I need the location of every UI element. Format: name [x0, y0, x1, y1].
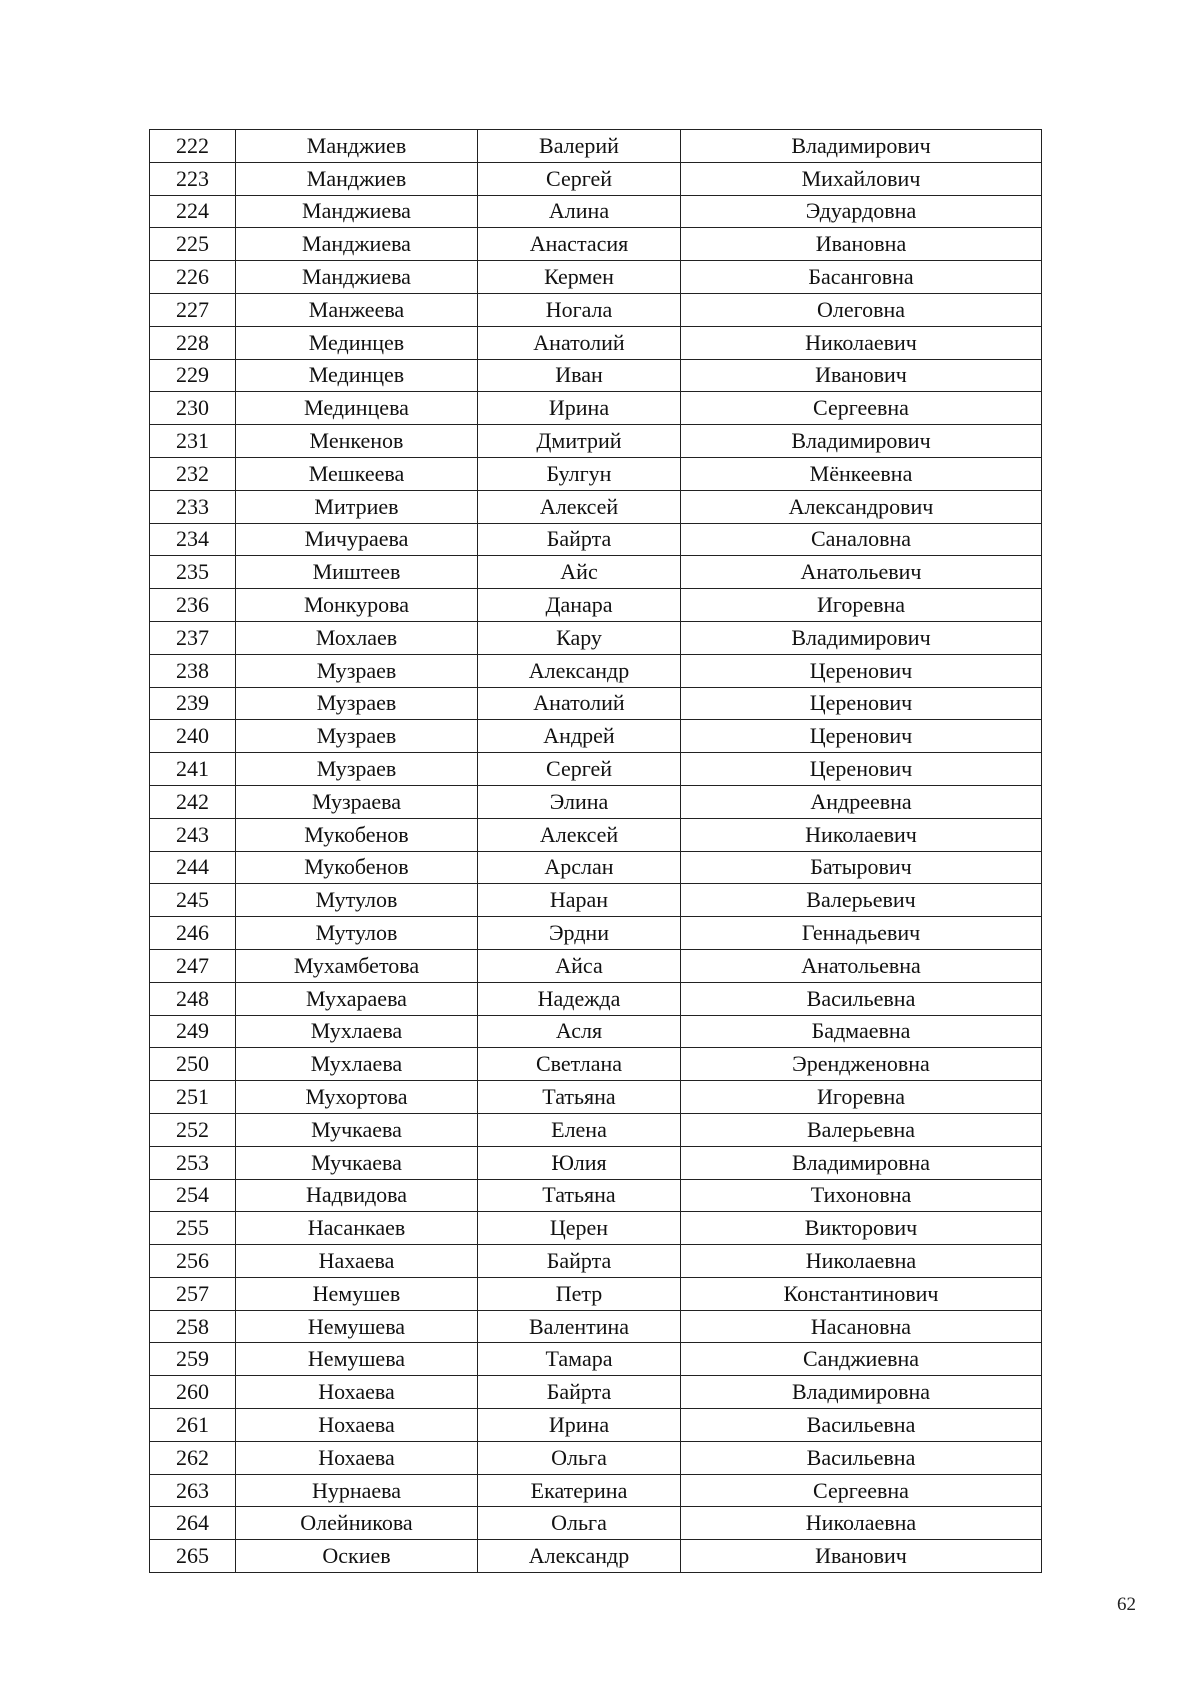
patronymic-cell: Викторович: [681, 1212, 1042, 1245]
last-name-cell: Немушева: [236, 1343, 478, 1376]
patronymic-cell: Басанговна: [681, 261, 1042, 294]
first-name-cell: Валерий: [478, 130, 681, 163]
patronymic-cell: Игоревна: [681, 1081, 1042, 1114]
row-number-cell: 250: [150, 1048, 236, 1081]
patronymic-cell: Тихоновна: [681, 1179, 1042, 1212]
patronymic-cell: Владимировна: [681, 1146, 1042, 1179]
last-name-cell: Мухараева: [236, 982, 478, 1015]
patronymic-cell: Николаевич: [681, 326, 1042, 359]
first-name-cell: Байрта: [478, 523, 681, 556]
last-name-cell: Манджиев: [236, 162, 478, 195]
row-number-cell: 247: [150, 949, 236, 982]
row-number-cell: 234: [150, 523, 236, 556]
last-name-cell: Мукобенов: [236, 818, 478, 851]
row-number-cell: 238: [150, 654, 236, 687]
patronymic-cell: Саналовна: [681, 523, 1042, 556]
last-name-cell: Менкенов: [236, 425, 478, 458]
patronymic-cell: Анатольевна: [681, 949, 1042, 982]
patronymic-cell: Санджиевна: [681, 1343, 1042, 1376]
row-number-cell: 253: [150, 1146, 236, 1179]
last-name-cell: Манджиев: [236, 130, 478, 163]
first-name-cell: Данара: [478, 589, 681, 622]
last-name-cell: Музраев: [236, 720, 478, 753]
last-name-cell: Нахаева: [236, 1245, 478, 1278]
table-row: [150, 490, 1042, 523]
table-row: [150, 556, 1042, 589]
patronymic-cell: Владимирович: [681, 130, 1042, 163]
patronymic-cell: Игоревна: [681, 589, 1042, 622]
first-name-cell: Арслан: [478, 851, 681, 884]
first-name-cell: Кермен: [478, 261, 681, 294]
first-name-cell: Ольга: [478, 1507, 681, 1540]
row-number-cell: 257: [150, 1277, 236, 1310]
table-row: [150, 1441, 1042, 1474]
patronymic-cell: Иванович: [681, 1540, 1042, 1573]
first-name-cell: Екатерина: [478, 1474, 681, 1507]
first-name-cell: Алексей: [478, 490, 681, 523]
table-row: [150, 1146, 1042, 1179]
table-row: [150, 1113, 1042, 1146]
row-number-cell: 228: [150, 326, 236, 359]
first-name-cell: Анатолий: [478, 326, 681, 359]
patronymic-cell: Батырович: [681, 851, 1042, 884]
table-row: [150, 1540, 1042, 1573]
last-name-cell: Олейникова: [236, 1507, 478, 1540]
table-row: [150, 949, 1042, 982]
table-row: [150, 195, 1042, 228]
patronymic-cell: Константинович: [681, 1277, 1042, 1310]
last-name-cell: Немушев: [236, 1277, 478, 1310]
table-row: [150, 162, 1042, 195]
patronymic-cell: Мёнкеевна: [681, 457, 1042, 490]
last-name-cell: Надвидова: [236, 1179, 478, 1212]
first-name-cell: Байрта: [478, 1245, 681, 1278]
table-row: [150, 720, 1042, 753]
table-row: [150, 326, 1042, 359]
first-name-cell: Церен: [478, 1212, 681, 1245]
row-number-cell: 246: [150, 917, 236, 950]
patronymic-cell: Олеговна: [681, 293, 1042, 326]
row-number-cell: 233: [150, 490, 236, 523]
table-row: [150, 1245, 1042, 1278]
last-name-cell: Мединцев: [236, 359, 478, 392]
last-name-cell: Нохаева: [236, 1409, 478, 1442]
last-name-cell: Мутулов: [236, 917, 478, 950]
table-row: [150, 917, 1042, 950]
names-table-body: [150, 130, 1042, 1573]
last-name-cell: Мешкеева: [236, 457, 478, 490]
row-number-cell: 231: [150, 425, 236, 458]
row-number-cell: 236: [150, 589, 236, 622]
last-name-cell: Мучкаева: [236, 1146, 478, 1179]
last-name-cell: Мухлаева: [236, 1015, 478, 1048]
last-name-cell: Манжеева: [236, 293, 478, 326]
last-name-cell: Мухортова: [236, 1081, 478, 1114]
table-row: [150, 589, 1042, 622]
table-row: [150, 228, 1042, 261]
patronymic-cell: Владимирович: [681, 425, 1042, 458]
last-name-cell: Миштеев: [236, 556, 478, 589]
last-name-cell: Мукобенов: [236, 851, 478, 884]
table-row: [150, 1507, 1042, 1540]
first-name-cell: Тамара: [478, 1343, 681, 1376]
first-name-cell: Айса: [478, 949, 681, 982]
last-name-cell: Нохаева: [236, 1441, 478, 1474]
table-row: [150, 884, 1042, 917]
row-number-cell: 241: [150, 753, 236, 786]
row-number-cell: 263: [150, 1474, 236, 1507]
first-name-cell: Юлия: [478, 1146, 681, 1179]
last-name-cell: Музраева: [236, 785, 478, 818]
patronymic-cell: Николаевна: [681, 1245, 1042, 1278]
patronymic-cell: Андреевна: [681, 785, 1042, 818]
table-row: [150, 818, 1042, 851]
table-row: [150, 1048, 1042, 1081]
first-name-cell: Ногала: [478, 293, 681, 326]
table-row: [150, 1081, 1042, 1114]
last-name-cell: Мохлаев: [236, 621, 478, 654]
table-row: [150, 293, 1042, 326]
page-number: 62: [1117, 1594, 1136, 1615]
first-name-cell: Андрей: [478, 720, 681, 753]
first-name-cell: Эрдни: [478, 917, 681, 950]
row-number-cell: 258: [150, 1310, 236, 1343]
row-number-cell: 260: [150, 1376, 236, 1409]
first-name-cell: Ольга: [478, 1441, 681, 1474]
first-name-cell: Дмитрий: [478, 425, 681, 458]
row-number-cell: 261: [150, 1409, 236, 1442]
last-name-cell: Мутулов: [236, 884, 478, 917]
row-number-cell: 249: [150, 1015, 236, 1048]
patronymic-cell: Сергеевна: [681, 392, 1042, 425]
patronymic-cell: Валерьевна: [681, 1113, 1042, 1146]
row-number-cell: 230: [150, 392, 236, 425]
patronymic-cell: Михайлович: [681, 162, 1042, 195]
row-number-cell: 240: [150, 720, 236, 753]
table-row: [150, 523, 1042, 556]
first-name-cell: Айс: [478, 556, 681, 589]
row-number-cell: 226: [150, 261, 236, 294]
row-number-cell: 244: [150, 851, 236, 884]
last-name-cell: Нохаева: [236, 1376, 478, 1409]
last-name-cell: Музраев: [236, 753, 478, 786]
row-number-cell: 259: [150, 1343, 236, 1376]
first-name-cell: Кару: [478, 621, 681, 654]
table-row: [150, 392, 1042, 425]
row-number-cell: 264: [150, 1507, 236, 1540]
patronymic-cell: Владимировна: [681, 1376, 1042, 1409]
first-name-cell: Ирина: [478, 392, 681, 425]
table-row: [150, 1310, 1042, 1343]
table-row: [150, 1179, 1042, 1212]
last-name-cell: Мухамбетова: [236, 949, 478, 982]
table-row: [150, 621, 1042, 654]
row-number-cell: 252: [150, 1113, 236, 1146]
first-name-cell: Алина: [478, 195, 681, 228]
row-number-cell: 235: [150, 556, 236, 589]
patronymic-cell: Эдуардовна: [681, 195, 1042, 228]
patronymic-cell: Ивановна: [681, 228, 1042, 261]
first-name-cell: Петр: [478, 1277, 681, 1310]
last-name-cell: Манджиева: [236, 261, 478, 294]
patronymic-cell: Васильевна: [681, 1441, 1042, 1474]
patronymic-cell: Васильевна: [681, 982, 1042, 1015]
names-table: [149, 129, 1042, 1573]
patronymic-cell: Эрендженовна: [681, 1048, 1042, 1081]
row-number-cell: 255: [150, 1212, 236, 1245]
first-name-cell: Алексей: [478, 818, 681, 851]
patronymic-cell: Насановна: [681, 1310, 1042, 1343]
row-number-cell: 239: [150, 687, 236, 720]
row-number-cell: 254: [150, 1179, 236, 1212]
first-name-cell: Александр: [478, 654, 681, 687]
first-name-cell: Асля: [478, 1015, 681, 1048]
patronymic-cell: Валерьевич: [681, 884, 1042, 917]
row-number-cell: 243: [150, 818, 236, 851]
row-number-cell: 248: [150, 982, 236, 1015]
patronymic-cell: Анатольевич: [681, 556, 1042, 589]
table-row: [150, 1376, 1042, 1409]
table-row: [150, 425, 1042, 458]
table-row: [150, 261, 1042, 294]
last-name-cell: Музраев: [236, 687, 478, 720]
table-row: [150, 1212, 1042, 1245]
row-number-cell: 256: [150, 1245, 236, 1278]
first-name-cell: Валентина: [478, 1310, 681, 1343]
first-name-cell: Анастасия: [478, 228, 681, 261]
patronymic-cell: Церенович: [681, 720, 1042, 753]
row-number-cell: 265: [150, 1540, 236, 1573]
table-row: [150, 1015, 1042, 1048]
first-name-cell: Элина: [478, 785, 681, 818]
first-name-cell: Наран: [478, 884, 681, 917]
last-name-cell: Манджиева: [236, 228, 478, 261]
patronymic-cell: Церенович: [681, 687, 1042, 720]
first-name-cell: Ирина: [478, 1409, 681, 1442]
row-number-cell: 224: [150, 195, 236, 228]
patronymic-cell: Бадмаевна: [681, 1015, 1042, 1048]
table-row: [150, 851, 1042, 884]
table-row: [150, 457, 1042, 490]
table-row: [150, 130, 1042, 163]
table-row: [150, 785, 1042, 818]
last-name-cell: Оскиев: [236, 1540, 478, 1573]
patronymic-cell: Владимирович: [681, 621, 1042, 654]
last-name-cell: Насанкаев: [236, 1212, 478, 1245]
last-name-cell: Мединцева: [236, 392, 478, 425]
table-row: [150, 1474, 1042, 1507]
patronymic-cell: Васильевна: [681, 1409, 1042, 1442]
row-number-cell: 225: [150, 228, 236, 261]
row-number-cell: 223: [150, 162, 236, 195]
row-number-cell: 262: [150, 1441, 236, 1474]
last-name-cell: Музраев: [236, 654, 478, 687]
table-row: [150, 654, 1042, 687]
table-row: [150, 687, 1042, 720]
first-name-cell: Александр: [478, 1540, 681, 1573]
table-row: [150, 1409, 1042, 1442]
row-number-cell: 222: [150, 130, 236, 163]
first-name-cell: Татьяна: [478, 1081, 681, 1114]
last-name-cell: Монкурова: [236, 589, 478, 622]
table-row: [150, 359, 1042, 392]
last-name-cell: Мичураева: [236, 523, 478, 556]
row-number-cell: 242: [150, 785, 236, 818]
last-name-cell: Мучкаева: [236, 1113, 478, 1146]
first-name-cell: Сергей: [478, 753, 681, 786]
patronymic-cell: Иванович: [681, 359, 1042, 392]
first-name-cell: Татьяна: [478, 1179, 681, 1212]
patronymic-cell: Александрович: [681, 490, 1042, 523]
first-name-cell: Байрта: [478, 1376, 681, 1409]
row-number-cell: 229: [150, 359, 236, 392]
patronymic-cell: Церенович: [681, 654, 1042, 687]
row-number-cell: 245: [150, 884, 236, 917]
patronymic-cell: Геннадьевич: [681, 917, 1042, 950]
table-row: [150, 1343, 1042, 1376]
row-number-cell: 237: [150, 621, 236, 654]
patronymic-cell: Церенович: [681, 753, 1042, 786]
row-number-cell: 251: [150, 1081, 236, 1114]
table-row: [150, 753, 1042, 786]
patronymic-cell: Николаевна: [681, 1507, 1042, 1540]
last-name-cell: Нурнаева: [236, 1474, 478, 1507]
first-name-cell: Надежда: [478, 982, 681, 1015]
row-number-cell: 232: [150, 457, 236, 490]
first-name-cell: Елена: [478, 1113, 681, 1146]
table-row: [150, 1277, 1042, 1310]
first-name-cell: Анатолий: [478, 687, 681, 720]
last-name-cell: Манджиева: [236, 195, 478, 228]
patronymic-cell: Николаевич: [681, 818, 1042, 851]
last-name-cell: Митриев: [236, 490, 478, 523]
last-name-cell: Мухлаева: [236, 1048, 478, 1081]
first-name-cell: Сергей: [478, 162, 681, 195]
last-name-cell: Мединцев: [236, 326, 478, 359]
row-number-cell: 227: [150, 293, 236, 326]
first-name-cell: Булгун: [478, 457, 681, 490]
first-name-cell: Светлана: [478, 1048, 681, 1081]
last-name-cell: Немушева: [236, 1310, 478, 1343]
table-row: [150, 982, 1042, 1015]
first-name-cell: Иван: [478, 359, 681, 392]
patronymic-cell: Сергеевна: [681, 1474, 1042, 1507]
